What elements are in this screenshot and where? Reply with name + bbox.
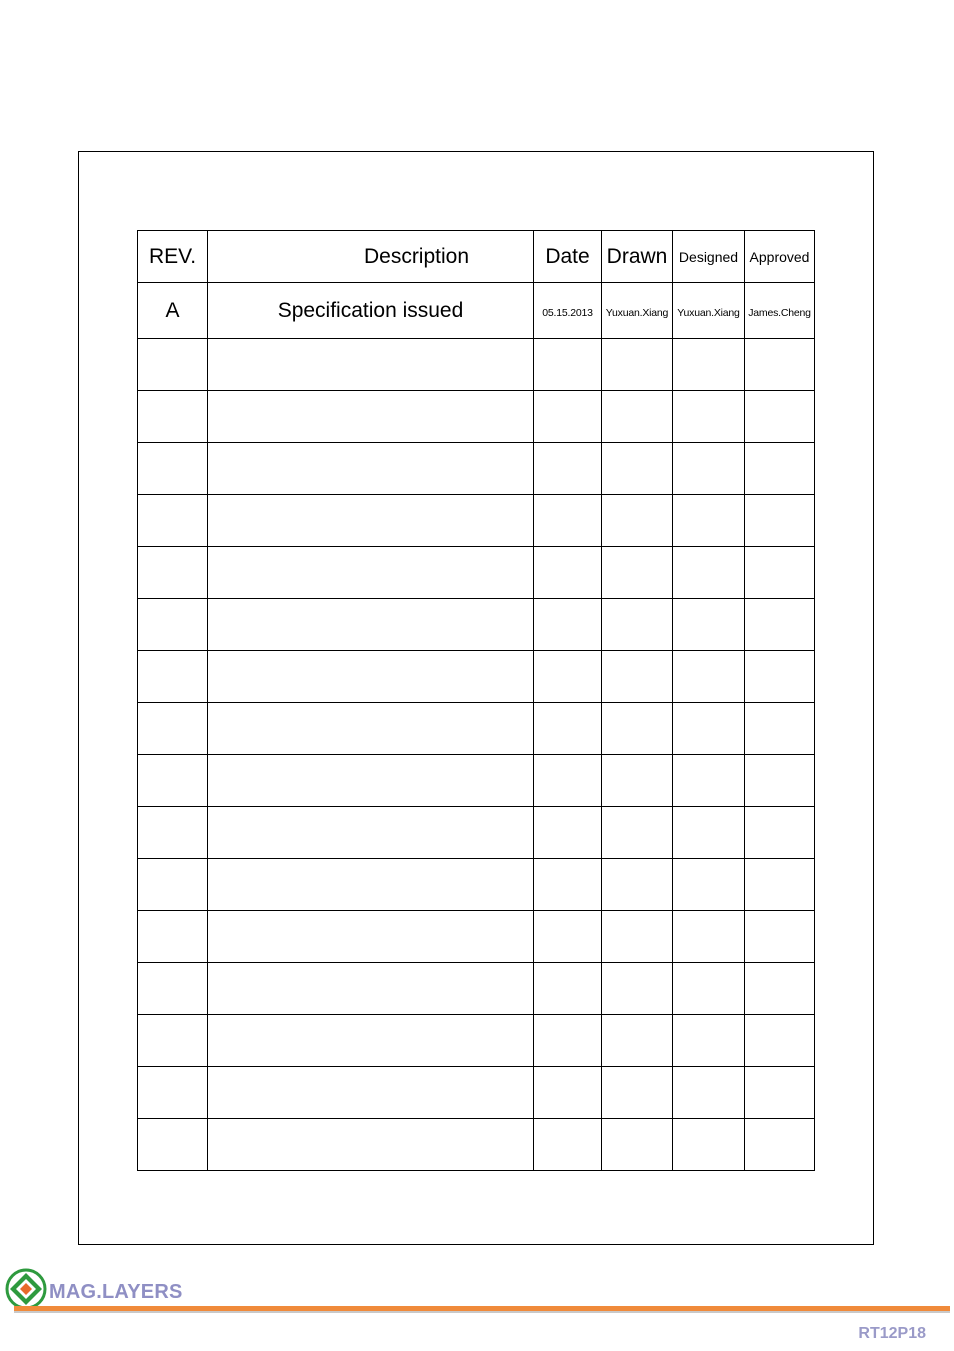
table-row-empty <box>138 1119 815 1171</box>
table-cell-empty <box>745 547 815 599</box>
table-cell-empty <box>602 911 673 963</box>
table-cell-empty <box>673 807 745 859</box>
table-cell-empty <box>138 651 208 703</box>
table-cell-empty <box>208 703 534 755</box>
table-cell-empty <box>745 755 815 807</box>
table-cell-empty <box>673 911 745 963</box>
table-cell-empty <box>602 1119 673 1171</box>
footer-brand: MAG.LAYERS <box>49 1281 183 1303</box>
table-cell-empty <box>745 911 815 963</box>
table-cell-empty <box>602 443 673 495</box>
cell-drawn: Yuxuan.Xiang <box>602 283 673 339</box>
table-row-empty <box>138 755 815 807</box>
header-date: Date <box>534 231 602 283</box>
table-cell-empty <box>208 495 534 547</box>
table-cell-empty <box>673 391 745 443</box>
table-cell-empty <box>673 963 745 1015</box>
cell-approved: James.Cheng <box>745 283 815 339</box>
cell-designed: Yuxuan.Xiang <box>673 283 745 339</box>
table-cell-empty <box>138 547 208 599</box>
table-cell-empty <box>745 859 815 911</box>
table-cell-empty <box>602 963 673 1015</box>
table-cell-empty <box>534 807 602 859</box>
table-cell-empty <box>602 495 673 547</box>
table-cell-empty <box>745 339 815 391</box>
table-cell-empty <box>208 599 534 651</box>
table-row-empty <box>138 859 815 911</box>
table-cell-empty <box>673 495 745 547</box>
table-row-empty <box>138 807 815 859</box>
table-row-empty <box>138 1015 815 1067</box>
table-cell-empty <box>745 391 815 443</box>
table-row-empty <box>138 443 815 495</box>
table-cell-empty <box>208 547 534 599</box>
table-cell-empty <box>534 391 602 443</box>
table-row-empty <box>138 339 815 391</box>
header-description: Description <box>208 231 534 283</box>
table-cell-empty <box>534 859 602 911</box>
table-cell-empty <box>673 339 745 391</box>
table-cell-empty <box>534 339 602 391</box>
table-cell-empty <box>208 443 534 495</box>
table-cell-empty <box>138 1015 208 1067</box>
table-row-empty <box>138 703 815 755</box>
table-cell-empty <box>534 911 602 963</box>
table-cell-empty <box>534 651 602 703</box>
table-cell-empty <box>673 755 745 807</box>
table-cell-empty <box>208 963 534 1015</box>
table-cell-empty <box>602 755 673 807</box>
table-cell-empty <box>673 547 745 599</box>
table-cell-empty <box>745 495 815 547</box>
table-row-empty <box>138 495 815 547</box>
table-row-empty <box>138 651 815 703</box>
table-cell-empty <box>745 599 815 651</box>
table-cell-empty <box>208 755 534 807</box>
table-cell-empty <box>673 651 745 703</box>
table-cell-empty <box>138 703 208 755</box>
table-cell-empty <box>208 911 534 963</box>
header-approved: Approved <box>745 231 815 283</box>
table-row <box>138 283 815 339</box>
table-cell-empty <box>745 703 815 755</box>
table-cell-empty <box>208 391 534 443</box>
table-cell-empty <box>602 547 673 599</box>
table-cell-empty <box>138 495 208 547</box>
table-cell-empty <box>745 651 815 703</box>
table-cell-empty <box>534 1015 602 1067</box>
table-cell-empty <box>138 443 208 495</box>
table-cell-empty <box>673 859 745 911</box>
table-cell-empty <box>602 339 673 391</box>
table-cell-empty <box>534 963 602 1015</box>
table-cell-empty <box>673 1067 745 1119</box>
table-cell-empty <box>745 1015 815 1067</box>
table-cell-empty <box>745 1119 815 1171</box>
table-cell-empty <box>534 547 602 599</box>
table-cell-empty <box>602 703 673 755</box>
table-cell-empty <box>602 1015 673 1067</box>
table-cell-empty <box>138 859 208 911</box>
table-cell-empty <box>138 599 208 651</box>
table-cell-empty <box>673 443 745 495</box>
table-cell-empty <box>534 703 602 755</box>
table-cell-empty <box>602 1067 673 1119</box>
table-cell-empty <box>138 807 208 859</box>
table-cell-empty <box>138 339 208 391</box>
table-cell-empty <box>602 859 673 911</box>
table-cell-empty <box>534 755 602 807</box>
header-designed: Designed <box>673 231 745 283</box>
table-cell-empty <box>138 755 208 807</box>
table-row-empty <box>138 391 815 443</box>
table-row-empty <box>138 911 815 963</box>
table-cell-empty <box>138 1119 208 1171</box>
table-cell-empty <box>534 1067 602 1119</box>
mag-layers-logo-icon <box>5 1268 47 1310</box>
table-cell-empty <box>602 391 673 443</box>
footer-rule-shadow <box>14 1311 950 1313</box>
footer-part-code: RT12P18 <box>858 1325 926 1342</box>
table-cell-empty <box>534 1119 602 1171</box>
revision-table <box>137 230 815 1171</box>
table-cell-empty <box>745 1067 815 1119</box>
table-row-empty <box>138 599 815 651</box>
table-cell-empty <box>208 651 534 703</box>
table-cell-empty <box>602 651 673 703</box>
table-cell-empty <box>673 1119 745 1171</box>
table-cell-empty <box>138 963 208 1015</box>
table-cell-empty <box>673 599 745 651</box>
table-cell-empty <box>208 1119 534 1171</box>
table-cell-empty <box>138 391 208 443</box>
table-cell-empty <box>745 807 815 859</box>
table-cell-empty <box>138 1067 208 1119</box>
table-cell-empty <box>673 1015 745 1067</box>
table-cell-empty <box>208 1015 534 1067</box>
revision-header-row <box>138 231 815 283</box>
cell-date: 05.15.2013 <box>534 283 602 339</box>
header-drawn: Drawn <box>602 231 673 283</box>
table-cell-empty <box>208 1067 534 1119</box>
table-cell-empty <box>534 599 602 651</box>
table-cell-empty <box>745 963 815 1015</box>
cell-rev: A <box>138 283 208 339</box>
cell-description: Specification issued <box>208 283 534 339</box>
header-rev: REV. <box>138 231 208 283</box>
table-row-empty <box>138 1067 815 1119</box>
table-row-empty <box>138 547 815 599</box>
table-cell-empty <box>208 859 534 911</box>
table-cell-empty <box>534 443 602 495</box>
table-cell-empty <box>602 807 673 859</box>
table-cell-empty <box>534 495 602 547</box>
table-cell-empty <box>602 599 673 651</box>
table-cell-empty <box>208 807 534 859</box>
table-cell-empty <box>208 339 534 391</box>
table-cell-empty <box>138 911 208 963</box>
table-cell-empty <box>745 443 815 495</box>
table-cell-empty <box>673 703 745 755</box>
table-row-empty <box>138 963 815 1015</box>
